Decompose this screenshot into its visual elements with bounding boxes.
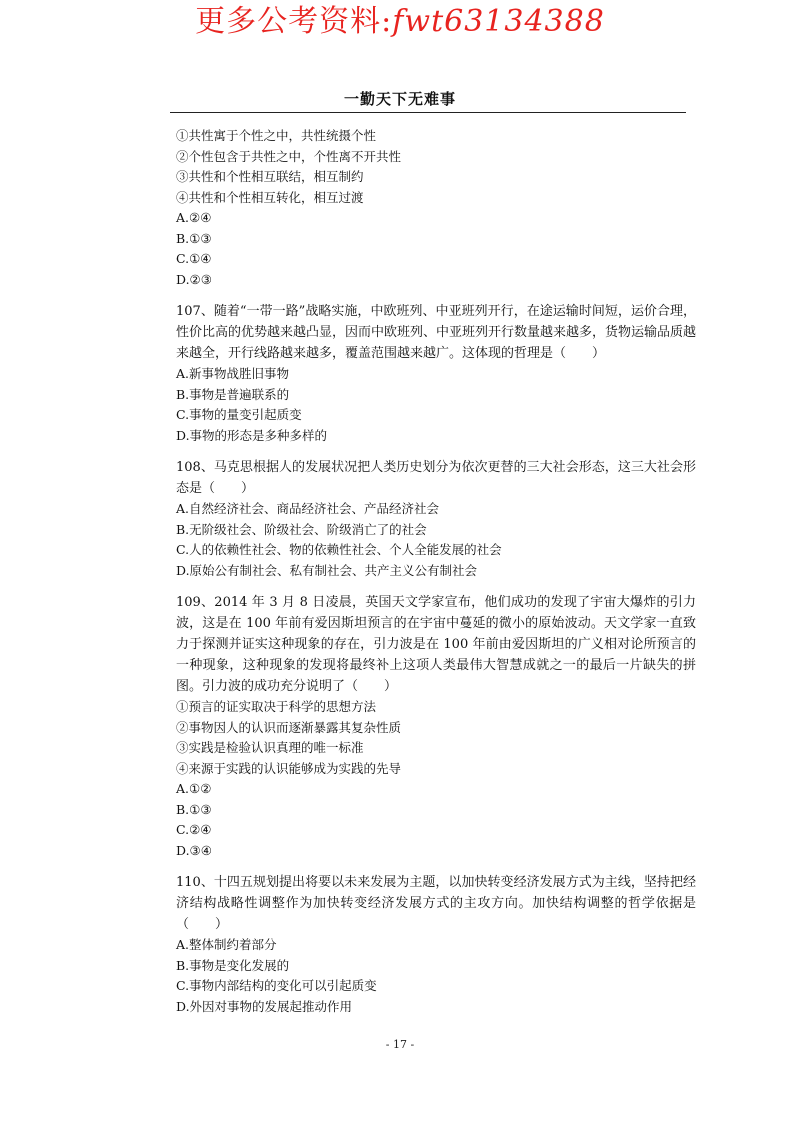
choice-line: B.无阶级社会、阶级社会、阶级消亡了的社会 <box>176 521 427 537</box>
choice-line: D.②③ <box>176 271 212 287</box>
choice-line: D.事物的形态是多种多样的 <box>176 427 328 443</box>
question-stem: 108、马克思根据人的发展状况把人类历史划分为依次更替的三大社会形态，这三大社会形态是（ ） <box>176 460 696 496</box>
choice-line: C.事物内部结构的变化可以引起质变 <box>176 978 377 993</box>
choice-line: D.原始公有制社会、私有制社会、共产主义公有制社会 <box>176 562 478 578</box>
statement-line: ④共性和个性相互转化，相互过渡 <box>176 189 364 205</box>
header-rule <box>170 112 686 113</box>
question-110 <box>176 872 696 1017</box>
choice-line: B.事物是普遍联系的 <box>176 386 290 402</box>
banner-prefix: 更多公考资料: <box>195 4 393 39</box>
choice-line: A.①② <box>176 781 212 796</box>
q106-options <box>176 126 696 290</box>
choice-line: C.①④ <box>176 251 212 266</box>
choice-line: A.自然经济社会、商品经济社会、产品经济社会 <box>176 501 440 516</box>
choice-line: A.新事物战胜旧事物 <box>176 366 290 381</box>
question-stem: 109、2014 年 3 月 8 日凌晨，英国天文学家宣布，他们成功的发现了宇宙大爆炸的引力波，这是在 100 年前有爱因斯坦预言的在宇宙中蔓延的微小的原始波动。天文学家一直致力于探测并证实这种现象的存在，引力波是在 100 年前由爱因斯坦的广义相对论所预言的一种现象，这种现象的发现将最终补上这项人类最伟大智慧成就之一的最后一片缺失的拼图。引力波的成功充分说明了（ ） <box>176 595 696 694</box>
choice-line: B.①③ <box>176 801 212 817</box>
question-109 <box>176 592 696 861</box>
question-107 <box>176 301 696 446</box>
promo-banner <box>0 2 800 42</box>
choice-line: B.事物是变化发展的 <box>176 957 290 973</box>
choice-line: C.事物的量变引起质变 <box>176 407 302 422</box>
choice-line: D.③④ <box>176 842 212 858</box>
choice-line: A.②④ <box>176 210 212 225</box>
choice-line: D.外因对事物的发展起推动作用 <box>176 998 353 1014</box>
question-108 <box>176 457 696 581</box>
statement-line: ①共性寓于个性之中，共性统摄个性 <box>176 128 377 143</box>
page-header-title: 一勤天下无难事 <box>343 90 456 108</box>
question-stem: 107、随着“一带一路”战略实施，中欧班列、中亚班列开行，在途运输时间短，运价合理，性价比高的优势越来越凸显，因而中欧班列、中亚班列开行数量越来越多，货物运输品质越来越全，开行线路越来越多，覆盖范围越来越广。这体现的哲理是（ ） <box>176 304 697 361</box>
choice-line: A.整体制约着部分 <box>176 937 277 952</box>
choice-line: B.①③ <box>176 230 212 246</box>
statement-line: ④来源于实践的认识能够成为实践的先导 <box>176 760 402 776</box>
statement-line: ②个性包含于共性之中，个性离不开共性 <box>176 148 402 164</box>
statement-line: ③共性和个性相互联结，相互制约 <box>176 169 364 184</box>
page-number: - 17 - <box>385 1038 415 1051</box>
question-content <box>176 126 696 1017</box>
statement-line: ③实践是检验认识真理的唯一标准 <box>176 740 364 755</box>
statement-line: ②事物因人的认识而逐渐暴露其复杂性质 <box>176 719 402 735</box>
banner-contact: fwt63134388 <box>392 4 605 39</box>
statement-line: ①预言的证实取决于科学的思想方法 <box>176 699 377 714</box>
question-stem: 110、十四五规划提出将要以未来发展为主题，以加快转变经济发展方式为主线，坚持把经济结构战略性调整作为加快转变经济发展方式的主攻方向。加快结构调整的哲学依据是（ ） <box>176 875 696 932</box>
choice-line: C.人的依赖性社会、物的依赖性社会、个人全能发展的社会 <box>176 542 502 557</box>
choice-line: C.②④ <box>176 822 212 837</box>
